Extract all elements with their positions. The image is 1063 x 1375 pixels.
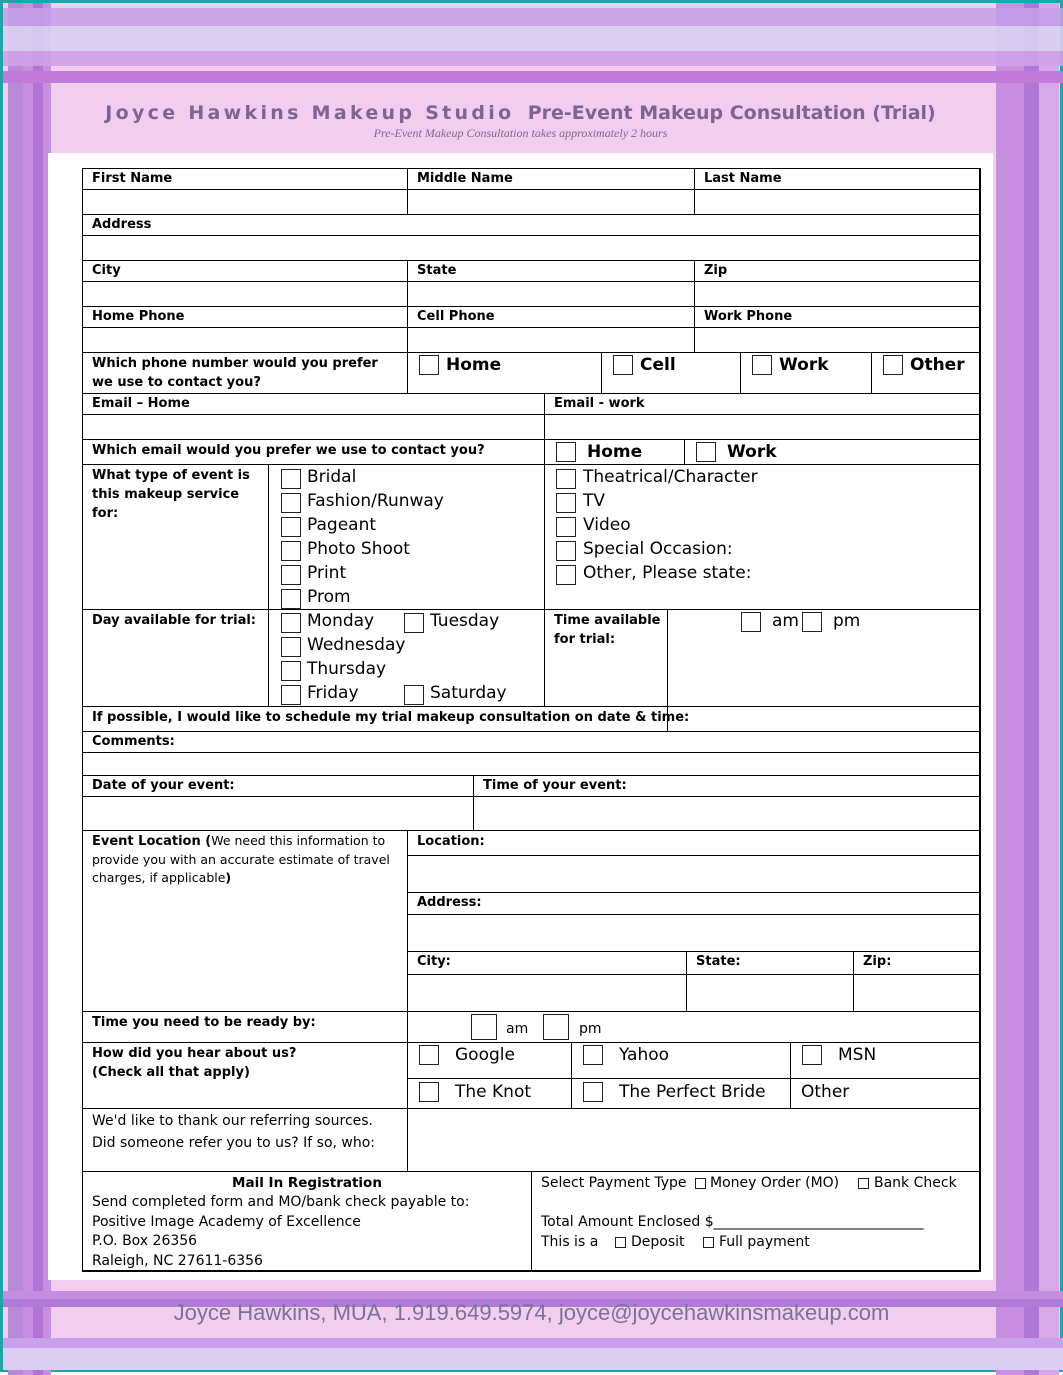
email-home-label-cell (82, 393, 545, 415)
event-location-paren: ) (225, 870, 232, 885)
prom-label: Prom (307, 587, 351, 607)
event-location-note: We need this information to provide you with an accurate estimate of travel charges, if applicable (92, 833, 390, 885)
last-name-label: Last Name (704, 171, 782, 186)
address-label-cell (82, 214, 981, 236)
location-zip-input[interactable] (853, 974, 981, 1012)
form-title: Pre-Event Makeup Consultation (Trial) (527, 102, 936, 124)
stripe-top-3 (3, 51, 1063, 66)
hear-question-cell (82, 1042, 408, 1109)
email-home-input[interactable] (82, 414, 545, 440)
bank-check-checkbox[interactable] (858, 1178, 869, 1189)
stripe-left-outer (8, 3, 23, 1375)
google-label: Google (455, 1045, 515, 1065)
hear-google-cell[interactable] (407, 1042, 572, 1079)
stripe-bottom-1 (3, 1291, 1063, 1299)
mail-title: Mail In Registration (232, 1175, 382, 1191)
city-label-cell (82, 260, 408, 282)
event-time-label-cell (473, 775, 981, 797)
yahoo-label: Yahoo (619, 1045, 670, 1065)
location-zip-label: Zip: (863, 954, 892, 969)
email-work-label: Email - work (554, 396, 645, 411)
referral-input[interactable] (407, 1108, 981, 1172)
email-pref-home-checkbox[interactable] (556, 442, 576, 462)
time-trial-label-cell (544, 609, 668, 707)
event-type-left-cell (268, 464, 545, 610)
email-work-label-cell (544, 393, 981, 415)
event-date-input[interactable] (82, 796, 474, 831)
phone-pref-other-label: Other (910, 355, 965, 375)
print-label: Print (307, 563, 347, 583)
location-label-cell (407, 830, 981, 856)
phone-pref-cell-checkbox[interactable] (613, 355, 633, 375)
theatrical-checkbox[interactable] (556, 469, 576, 489)
day-trial-label: Day available for trial: (92, 613, 257, 628)
studio-name: Joyce Hawkins Makeup Studio (105, 102, 515, 124)
email-pref-work-label: Work (727, 442, 777, 462)
location-city-input[interactable] (407, 974, 687, 1012)
hear-question: How did you hear about us? (92, 1046, 297, 1061)
work-phone-label-cell (694, 306, 981, 328)
comments-label: Comments: (92, 734, 175, 749)
ready-am-checkbox[interactable] (471, 1014, 497, 1040)
location-address-input[interactable] (407, 914, 981, 952)
middle-name-label: Middle Name (417, 171, 513, 186)
hear-note: (Check all that apply) (92, 1065, 250, 1080)
event-time-label: Time of your event: (483, 778, 627, 793)
location-address-label-cell (407, 892, 981, 915)
fashion-runway-checkbox[interactable] (281, 493, 301, 513)
deposit-checkbox[interactable] (615, 1237, 626, 1248)
ready-am-label: am (506, 1021, 529, 1037)
work-phone-input[interactable] (694, 327, 981, 353)
referral-label-cell (82, 1108, 408, 1172)
phone-pref-home-checkbox[interactable] (419, 355, 439, 375)
middle-name-label-cell (407, 168, 695, 190)
perfect-bride-checkbox[interactable] (583, 1082, 603, 1102)
state-label: State (417, 263, 457, 278)
location-address-label: Address: (417, 895, 482, 910)
stripe-right-dark (1024, 3, 1039, 1375)
first-name-label-cell (82, 168, 408, 190)
google-checkbox[interactable] (419, 1045, 439, 1065)
other-event-checkbox[interactable] (556, 565, 576, 585)
address-label: Address (92, 217, 152, 232)
zip-input[interactable] (694, 281, 981, 307)
trial-pm-label: pm (833, 611, 861, 631)
address-input[interactable] (82, 235, 981, 261)
stripe-top-4 (3, 71, 1063, 83)
bridal-checkbox[interactable] (281, 469, 301, 489)
money-order-checkbox[interactable] (695, 1178, 706, 1189)
phone-pref-home-label: Home (446, 355, 502, 375)
day-trial-options-cell (268, 609, 545, 707)
this-is-a-label: This is a (541, 1234, 599, 1250)
event-time-input[interactable] (473, 796, 981, 831)
tuesday-checkbox[interactable] (404, 613, 424, 633)
stripe-top-2 (3, 26, 1063, 51)
time-trial-label: Time available for trial: (554, 613, 661, 647)
email-pref-question: Which email would you prefer we use to contact you? (92, 443, 485, 458)
saturday-checkbox[interactable] (404, 685, 424, 705)
money-order-label: Money Order (MO) (710, 1175, 840, 1191)
zip-label-cell (694, 260, 981, 282)
subtitle: Pre-Event Makeup Consultation takes approximately 2 hours (373, 126, 668, 140)
wednesday-label: Wednesday (307, 635, 406, 655)
email-pref-home-label: Home (587, 442, 643, 462)
comments-input[interactable] (82, 752, 981, 776)
video-label: Video (583, 515, 631, 535)
phone-pref-work-checkbox[interactable] (752, 355, 772, 375)
city-label: City (92, 263, 121, 278)
stripe-top-1 (3, 8, 1063, 26)
deposit-label: Deposit (631, 1234, 685, 1250)
email-home-label: Email – Home (92, 396, 190, 411)
event-location-label-cell (82, 830, 408, 1012)
thursday-label: Thursday (307, 659, 387, 679)
mail-line-2: Positive Image Academy of Excellence (92, 1214, 361, 1230)
friday-checkbox[interactable] (281, 685, 301, 705)
home-phone-input[interactable] (82, 327, 408, 353)
phone-pref-other-checkbox[interactable] (883, 355, 903, 375)
schedule-input[interactable] (667, 706, 981, 732)
ready-options-cell (407, 1011, 981, 1043)
ready-pm-checkbox[interactable] (543, 1014, 569, 1040)
location-label: Location: (417, 834, 485, 849)
prom-checkbox[interactable] (281, 589, 301, 609)
hear-other-label: Other (801, 1082, 850, 1102)
day-trial-label-cell (82, 609, 269, 707)
the-knot-label: The Knot (455, 1082, 532, 1102)
stripe-bottom-4 (3, 1348, 1063, 1370)
special-occasion-checkbox[interactable] (556, 541, 576, 561)
ready-label-cell (82, 1011, 408, 1043)
schedule-label-cell (82, 706, 690, 732)
location-state-label-cell (686, 951, 854, 975)
time-trial-options-cell (667, 609, 981, 707)
event-location-label (92, 832, 392, 887)
footer-contact: Joyce Hawkins, MUA, 1.919.649.5974, joyce@joycehawkinsmakeup.com (173, 1300, 890, 1325)
thursday-checkbox[interactable] (281, 661, 301, 681)
location-state-input[interactable] (686, 974, 854, 1012)
home-phone-label-cell (82, 306, 408, 328)
event-type-question: What type of event is this makeup service for: (92, 468, 250, 521)
full-payment-checkbox[interactable] (703, 1237, 714, 1248)
pageant-label: Pageant (307, 515, 377, 535)
event-type-right-cell (544, 464, 981, 610)
trial-am-checkbox[interactable] (741, 612, 761, 632)
page-title (48, 102, 993, 124)
special-occasion-label: Special Occasion: (583, 539, 733, 559)
location-state-label: State: (696, 954, 741, 969)
tv-checkbox[interactable] (556, 493, 576, 513)
tuesday-label: Tuesday (430, 611, 500, 631)
last-name-label-cell (694, 168, 981, 190)
event-date-label: Date of your event: (92, 778, 235, 793)
phone-pref-work-cell[interactable] (740, 352, 872, 394)
state-input[interactable] (407, 281, 695, 307)
comments-label-cell (82, 731, 981, 753)
total-amount-field[interactable]: Total Amount Enclosed $______________________________ (541, 1214, 924, 1230)
phone-pref-other-cell[interactable] (871, 352, 981, 394)
mail-line-1: Send completed form and MO/bank check payable to: (92, 1194, 470, 1210)
msn-checkbox[interactable] (802, 1045, 822, 1065)
cell-phone-label: Cell Phone (417, 309, 495, 324)
hear-yahoo-cell[interactable] (571, 1042, 791, 1079)
trial-pm-checkbox[interactable] (802, 612, 822, 632)
email-pref-work-cell[interactable] (684, 439, 981, 465)
mail-registration-cell (82, 1171, 532, 1272)
payment-type-label: Select Payment Type (541, 1175, 687, 1191)
hear-perfect-bride-cell[interactable] (571, 1078, 791, 1109)
stripe-right-inner (996, 3, 1024, 1375)
hear-knot-cell[interactable] (407, 1078, 572, 1109)
photo-shoot-checkbox[interactable] (281, 541, 301, 561)
full-payment-label: Full payment (719, 1234, 810, 1250)
hear-other-cell[interactable] (790, 1078, 981, 1109)
perfect-bride-label: The Perfect Bride (619, 1082, 766, 1102)
hear-msn-cell[interactable] (790, 1042, 981, 1079)
state-label-cell (407, 260, 695, 282)
zip-label: Zip (704, 263, 728, 278)
location-city-label-cell (407, 951, 687, 975)
location-zip-label-cell (853, 951, 981, 975)
bank-check-label: Bank Check (874, 1175, 957, 1191)
email-pref-home-cell[interactable] (544, 439, 685, 465)
photo-shoot-label: Photo Shoot (307, 539, 410, 559)
last-name-input[interactable] (694, 189, 981, 215)
event-type-question-cell (82, 464, 269, 610)
city-input[interactable] (82, 281, 408, 307)
ready-pm-label: pm (579, 1021, 602, 1037)
pageant-checkbox[interactable] (281, 517, 301, 537)
trial-am-label: am (772, 611, 799, 631)
mail-line-4: Raleigh, NC 27611-6356 (92, 1253, 263, 1269)
mail-line-3: P.O. Box 26356 (92, 1233, 198, 1249)
ready-label: Time you need to be ready by: (92, 1015, 316, 1030)
tv-label: TV (583, 491, 606, 511)
phone-pref-cell-label: Cell (640, 355, 676, 375)
first-name-label: First Name (92, 171, 173, 186)
phone-pref-cell-cell[interactable] (601, 352, 741, 394)
cell-phone-input[interactable] (407, 327, 695, 353)
middle-name-input[interactable] (407, 189, 695, 215)
first-name-input[interactable] (82, 189, 408, 215)
wednesday-checkbox[interactable] (281, 637, 301, 657)
location-city-label: City: (417, 954, 451, 969)
bridal-label: Bridal (307, 467, 357, 487)
referral-label: We'd like to thank our referring sources. Did someone refer you to us? If so, who: (92, 1113, 376, 1151)
header (48, 84, 993, 153)
location-input[interactable] (407, 855, 981, 893)
email-work-input[interactable] (544, 414, 981, 440)
email-pref-question-cell (82, 439, 545, 465)
event-location-title: Event Location ( (92, 834, 212, 849)
phone-pref-home-cell[interactable] (407, 352, 602, 394)
theatrical-label: Theatrical/Character (583, 467, 758, 487)
payment-cell (531, 1171, 981, 1272)
home-phone-label: Home Phone (92, 309, 185, 324)
video-checkbox[interactable] (556, 517, 576, 537)
saturday-label: Saturday (430, 683, 507, 703)
monday-label: Monday (307, 611, 375, 631)
yahoo-checkbox[interactable] (583, 1045, 603, 1065)
other-event-label: Other, Please state: (583, 563, 752, 583)
phone-pref-question: Which phone number would you prefer we use to contact you? (92, 356, 378, 390)
the-knot-checkbox[interactable] (419, 1082, 439, 1102)
email-pref-work-checkbox[interactable] (696, 442, 716, 462)
monday-checkbox[interactable] (281, 613, 301, 633)
stripe-bottom-3 (3, 1338, 1063, 1348)
schedule-label: If possible, I would like to schedule my trial makeup consultation on date & time: (92, 710, 690, 725)
friday-label: Friday (307, 683, 359, 703)
print-checkbox[interactable] (281, 565, 301, 585)
cell-phone-label-cell (407, 306, 695, 328)
event-date-label-cell (82, 775, 474, 797)
work-phone-label: Work Phone (704, 309, 793, 324)
stripe-right-outer (1039, 3, 1059, 1375)
msn-label: MSN (838, 1045, 877, 1065)
phone-pref-question-cell (82, 352, 408, 394)
registration-form (82, 168, 980, 1271)
stripe-left-dark (33, 3, 43, 1375)
hear-question-text (92, 1044, 402, 1082)
phone-pref-work-label: Work (779, 355, 829, 375)
fashion-runway-label: Fashion/Runway (307, 491, 444, 511)
